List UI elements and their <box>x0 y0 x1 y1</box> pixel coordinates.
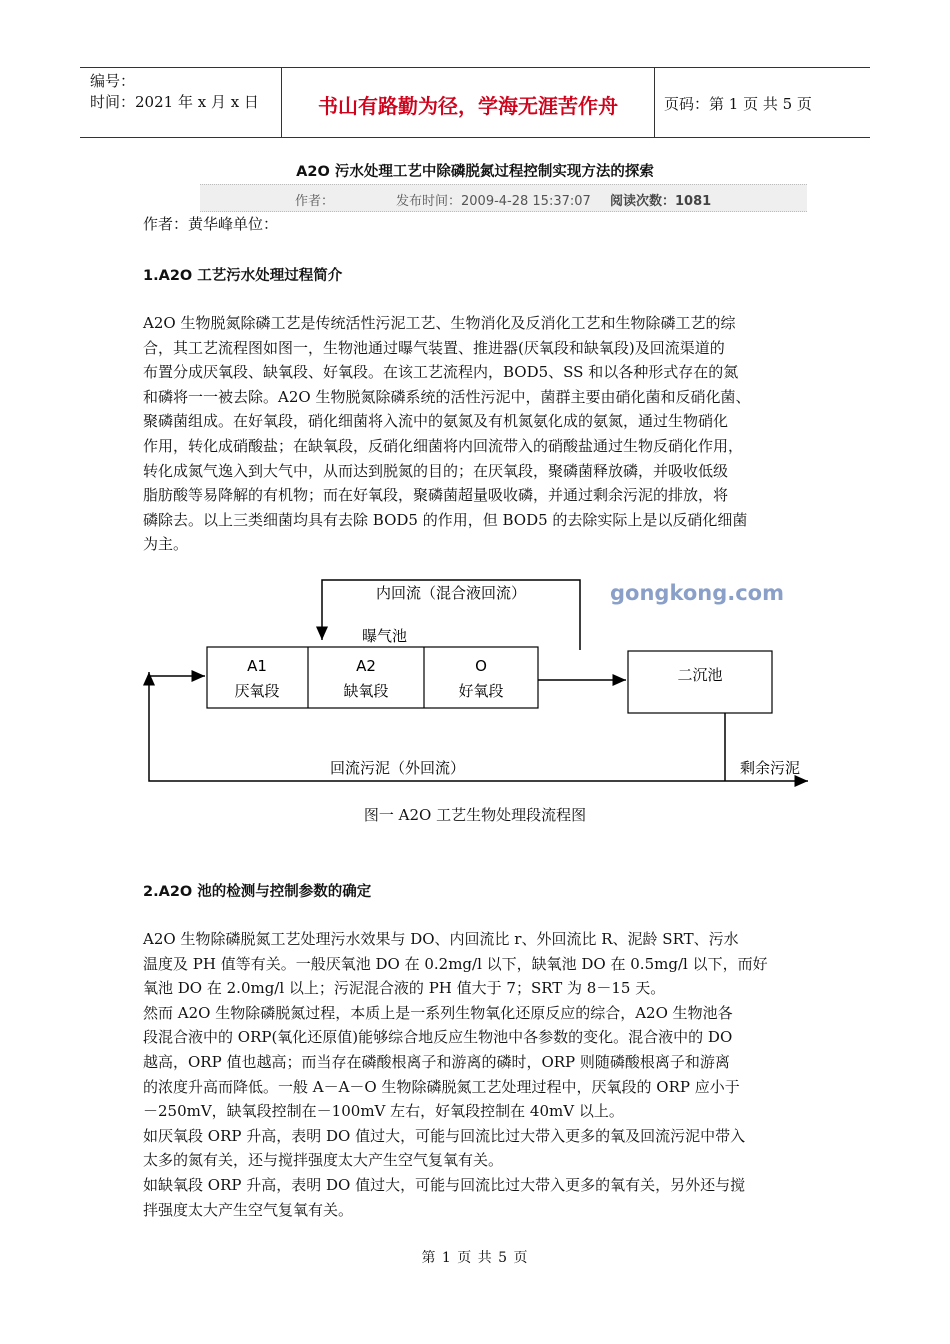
section-2-paragraph <box>143 927 813 1222</box>
secondary-clarifier-label: 二沉池 <box>677 666 723 684</box>
meta-read-count: 阅读次数：1081 <box>610 194 712 209</box>
a1-name: 厌氧段 <box>234 682 280 700</box>
paragraph-line: 磷除去。以上三类细菌均具有去除 BOD5 的作用，但 BOD5 的去除实际上是以反硝化细菌 <box>143 510 748 529</box>
a2o-flow-diagram <box>140 572 820 792</box>
paragraph-line: 为主。 <box>143 535 189 554</box>
paragraph-line: 如缺氧段 ORP 升高，表明 DO 值过大，可能与回流比过大带入更多的氧有关，另外还与搅 <box>143 1175 746 1194</box>
watermark: gongkong.com <box>610 581 784 605</box>
paragraph-line: 太多的氮有关，还与搅拌强度太大产生空气复氧有关。 <box>143 1151 504 1170</box>
paragraph-line: 段混合液中的 ORP(氧化还原值)能够综合地反应生物池中各参数的变化。混合液中的 DO <box>143 1028 733 1047</box>
paragraph-line: 温度及 PH 值等有关。一般厌氧池 DO 在 0.2mg/l 以下，缺氧池 DO 在 0.5mg/l 以下，而好 <box>143 954 768 973</box>
aeration-tank-label: 曝气池 <box>362 627 408 645</box>
paragraph-line: 如厌氧段 ORP 升高，表明 DO 值过大，可能与回流比过大带入更多的氧及回流污泥中带入 <box>143 1126 746 1145</box>
paragraph-line: A2O 生物脱氮除磷工艺是传统活性污泥工艺、生物消化及反消化工艺和生物除磷工艺的综 <box>143 314 736 332</box>
internal-return-label: 内回流（混合液回流） <box>376 584 527 602</box>
paragraph-line: 氧池 DO 在 2.0mg/l 以上；污泥混合液的 PH 值大于 7；SRT 为 8－15 天。 <box>143 979 666 998</box>
paragraph-line: 合，其工艺流程图如图一，生物池通过曝气装置、推进器(厌氧段和缺氧段)及回流渠道的 <box>143 338 725 357</box>
header-left-cell <box>90 71 259 113</box>
excess-sludge-label: 剩余污泥 <box>740 759 801 777</box>
paragraph-line: A2O 生物除磷脱氮工艺处理污水效果与 DO、内回流比 r、外回流比 R、泥龄 SRT、污水 <box>143 930 739 948</box>
meta-author: 作者： <box>295 194 335 209</box>
paragraph-line: 越高，ORP 值也越高；而当存在磷酸根离子和游离的磷时，ORP 则随磷酸根离子和游离 <box>143 1052 730 1071</box>
paragraph-line: 作用，转化成硝酸盐；在缺氧段，反硝化细菌将内回流带入的硝酸盐通过生物反硝化作用， <box>143 436 744 455</box>
section-1-heading: 1.A2O 工艺污水处理过程简介 <box>143 268 343 284</box>
meta-publish-time: 发布时间：2009-4-28 15:37:07 <box>396 194 591 209</box>
paragraph-line: 脂肪酸等易降解的有机物；而在好氧段，聚磷菌超量吸收磷，并通过剩余污泥的排放，将 <box>143 486 729 505</box>
paragraph-line: 转化成氮气逸入到大气中，从而达到脱氮的目的；在厌氧段，聚磷菌释放磷，并吸收低级 <box>143 461 729 480</box>
paragraph-line: 拌强度太大产生空气复氧有关。 <box>143 1200 354 1219</box>
article-meta-bar <box>200 184 807 212</box>
header-divider <box>654 68 655 137</box>
paragraph-line: 和磷将一一被去除。A2O 生物脱氮除磷系统的活性污泥中，菌群主要由硝化菌和反硝化菌、 <box>143 387 751 406</box>
author-line: 作者：黄华峰单位： <box>143 215 279 233</box>
external-return-label: 回流污泥（外回流） <box>330 759 466 777</box>
section-2-heading: 2.A2O 池的检测与控制参数的确定 <box>143 884 372 900</box>
a2-name: 缺氧段 <box>343 682 389 700</box>
a2-code: A2 <box>356 657 376 675</box>
paragraph-line: 布置分成厌氧段、缺氧段、好氧段。在该工艺流程内，BOD5、SS 和以各种形式存在的氮 <box>143 363 739 382</box>
paragraph-line: 然而 A2O 生物除磷脱氮过程，本质上是一系列生物氧化还原反应的综合，A2O 生物池各 <box>143 1003 733 1022</box>
section-1-paragraph <box>143 311 813 557</box>
paragraph-line: 聚磷菌组成。在好氧段，硝化细菌将入流中的氨氮及有机氮氨化成的氨氮，通过生物硝化 <box>143 412 729 431</box>
paragraph-line: 的浓度升高而降低。一般 A－A－O 生物除磷脱氮工艺处理过程中，厌氧段的 ORP 应小于 <box>143 1077 740 1096</box>
figure-caption: 图一 A2O 工艺生物处理段流程图 <box>363 806 587 824</box>
article-title: A2O 污水处理工艺中除磷脱氮过程控制实现方法的探索 <box>296 164 654 180</box>
a1-code: A1 <box>247 657 267 675</box>
header-time: 时间：2021 年 x 月 x 日 <box>90 93 259 111</box>
paragraph-line: －250mV，缺氧段控制在－100mV 左右，好氧段控制在 40mV 以上。 <box>143 1102 624 1121</box>
header-page-number: 页码：第 1 页 共 5 页 <box>664 95 812 113</box>
header-number: 编号： <box>90 72 136 90</box>
o-code: O <box>475 657 487 675</box>
o-name: 好氧段 <box>458 682 504 700</box>
document-header <box>80 67 870 138</box>
header-motto: 书山有路勤为径，学海无涯苦作舟 <box>318 94 618 118</box>
page-footer: 第 1 页 共 5 页 <box>421 1250 529 1266</box>
